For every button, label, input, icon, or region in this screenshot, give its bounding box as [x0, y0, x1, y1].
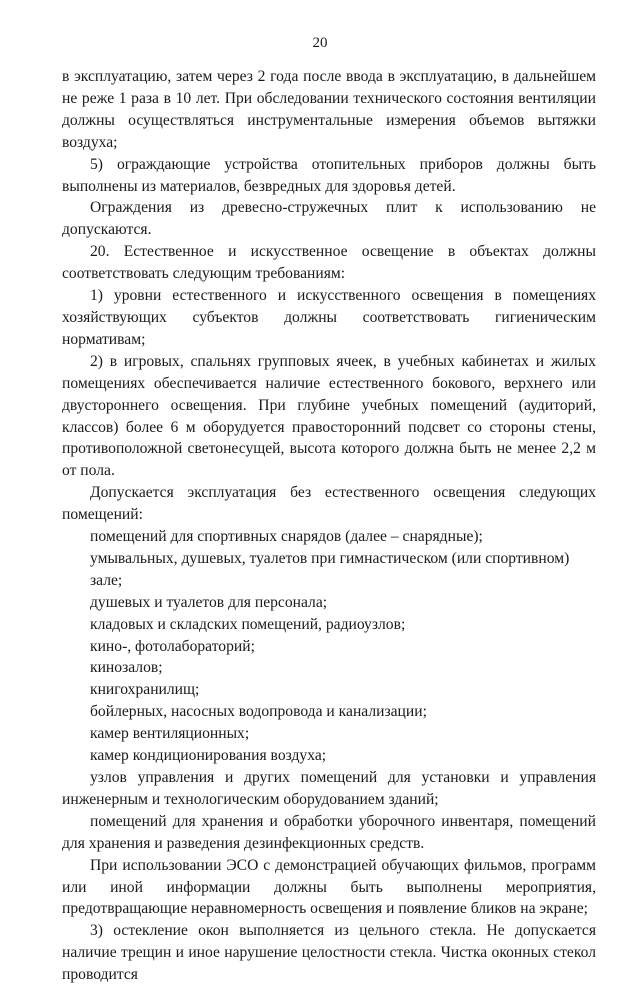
paragraph-window-glazing: 3) остекление окон выполняется из цельного стекла. Не допускается наличие трещин и иное нарушение целостности стекла. Чистка оконных стекол проводится [62, 922, 596, 984]
list-item: кладовых и складских помещений, радиоузлов; [90, 615, 406, 633]
list-item: камер кондиционирования воздуха; [90, 747, 327, 765]
list-item: камер вентиляционных; [90, 725, 250, 743]
paragraph-chipboard-guards: Ограждения из древесно-стружечных плит к использованию не допускаются. [62, 199, 596, 239]
list-item: кинозалов; [90, 659, 163, 677]
paragraph-cleaning-storage: помещений для хранения и обработки уборочного инвентаря, помещений для хранения и разведения дезинфекционных средств. [62, 812, 596, 852]
page-number: 20 [312, 35, 328, 51]
list-item: умывальных, душевых, туалетов при гимнастическом (или спортивном) зале; [90, 549, 570, 589]
paragraph-section-20: 20. Естественное и искусственное освещение в объектах должны соответствовать следующим требованиям: [62, 243, 596, 283]
paragraph-exceptions-intro: Допускается эксплуатация без естественного освещения следующих помещений: [62, 484, 596, 524]
paragraph-control-units: узлов управления и других помещений для установки и управления инженерным и технологическим оборудованием зданий; [62, 769, 596, 808]
exceptions-list [62, 526, 596, 767]
list-item: кино-, фотолабораторий; [90, 637, 255, 655]
paragraph-heating-guards: 5) ограждающие устройства отопительных приборов должны быть выполнены из материалов, безвредных для здоровья детей. [62, 155, 596, 195]
paragraph-ventilation-inspection: в эксплуатацию, затем через 2 года после ввода в эксплуатацию, в дальнейшем не реже 1 раза в 10 лет. При обследовании технического состояния вентиляции должны осуществляться инструментальные измерения объемов вытяжки воздуха; [62, 68, 596, 151]
document-body [62, 66, 596, 986]
paragraph-natural-lighting: 2) в игровых, спальнях групповых ячеек, в учебных кабинетах и жилых помещениях обеспечивается наличие естественного бокового, верхнего или двустороннего освещения. При глубине учебных помещений (аудиторий, классов) более 6 м оборудуется правосторонний подсвет со стороны стены, противоположной светонесущей, высота которого должна быть не менее 2,2 м от пола. [62, 352, 596, 480]
list-item: помещений для спортивных снарядов (далее – снарядные); [90, 528, 483, 546]
paragraph-eso-glare: При использовании ЭСО с демонстрацией обучающих фильмов, программ или иной информации должны быть выполнены мероприятия, предотвращающие неравномерность освещения и появление бликов на экране; [62, 856, 596, 918]
list-item: книгохранилищ; [90, 681, 200, 699]
list-item: душевых и туалетов для персонала; [90, 593, 328, 611]
list-item: бойлерных, насосных водопровода и канализации; [90, 703, 427, 721]
paragraph-lighting-levels: 1) уровни естественного и искусственного освещения в помещениях хозяйствующих субъектов должны соответствовать гигиеническим нормативам; [62, 287, 596, 348]
